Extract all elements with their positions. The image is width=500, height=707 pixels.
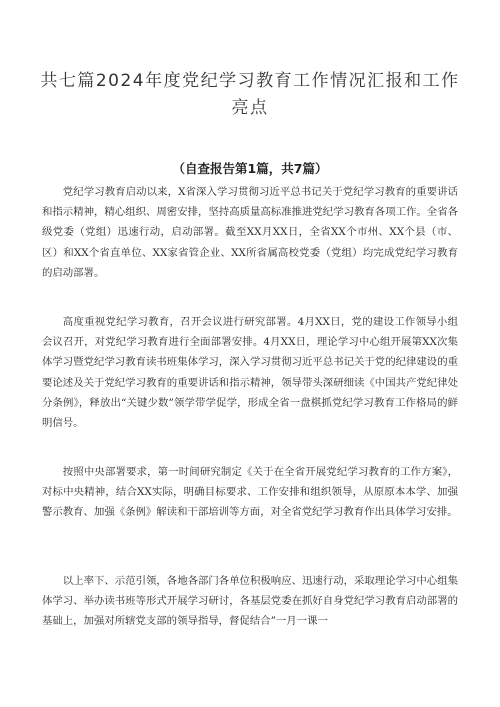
paragraph-3: 按照中央部署要求，第一时间研究制定《关于在全省开展党纪学习教育的工作方案》，对标中央精神，结合XX实际，明确目标要求、工作安排和组织领导，从原原本本学、加强警示教育、加强《条例》解读和干部培训等方面，对全省党纪学习教育作出具体学习安排。 xyxy=(42,466,458,519)
paragraph-4: 以上率下、示范引领，各地各部门各单位积极响应、迅速行动，采取理论学习中心组集体学习、举办读书班等形式开展学习研讨，各基层党委在抓好自身党纪学习教育启动部署的基础上，加强对所辖党支部的领导指导，督促结合”一月一课一 xyxy=(42,575,458,628)
document-title: 共七篇2024年度党纪学习教育工作情况汇报和工作亮点 xyxy=(40,71,460,118)
paragraph-2: 高度重视党纪学习教育，召开会议进行研究部署。4月XX日，党的建设工作领导小组会议召开，对党纪学习教育进行全面部署安排。4月XX日，理论学习中心组开展第XX次集体学习暨党纪学习教育读书班集体学习，深入学习贯彻习近平总书记关于党的纪律建设的重要论述及关于党纪学习教育的重要讲话和指示精神，领导带头深研细读《中国共产党纪律处分条例》，释放出“关键少数”领学带学促学，形成全省一盘棋抓党纪学习教育工作格局的鲜明信号。 xyxy=(42,316,458,430)
paragraph-1: 党纪学习教育启动以来，X省深入学习贯彻习近平总书记关于党纪学习教育的重要讲话和指示精神，精心组织、周密安排，坚持高质量高标准推进党纪学习教育各项工作。全省各级党委（党组）迅速行动，启动部署。截至XX月XX日，全省XX个市州、XX个县（市、区）和XX个省直单位、XX家省管企业、XX所省属高校党委（党组）均完成党纪学习教育的启动部署。 xyxy=(42,186,458,279)
document-subtitle: （自查报告第1篇，共7篇） xyxy=(172,161,328,176)
